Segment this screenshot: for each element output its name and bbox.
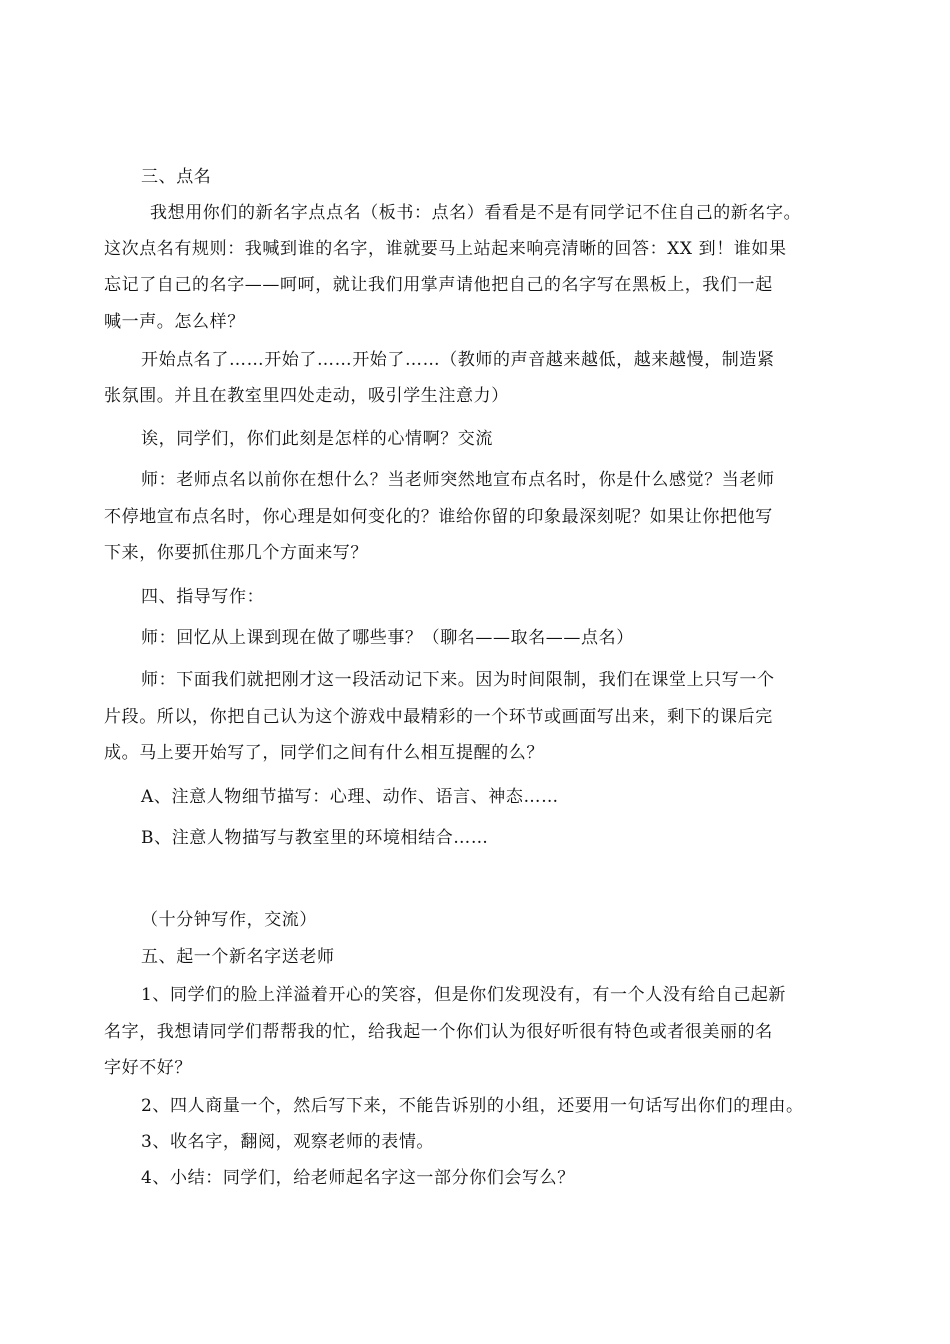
paragraph-line: 片段。所以，你把自己认为这个游戏中最精彩的一个环节或画面写出来，剩下的课后完 <box>104 707 773 727</box>
paragraph-line: 名字，我想请同学们帮帮我的忙，给我起一个你们认为很好听很有特色或者很美丽的名 <box>104 1022 773 1042</box>
paragraph-line: 师：老师点名以前你在想什么？当老师突然地宣布点名时，你是什么感觉？当老师 <box>141 470 775 490</box>
list-item: 3、收名字，翻阅，观察老师的表情。 <box>141 1132 435 1152</box>
section-4-heading: 四、指导写作： <box>141 587 265 607</box>
section-3-heading: 三、点名 <box>141 167 212 187</box>
paragraph-line: 忘记了自己的名字——呵呵，就让我们用掌声请他把自己的名字写在黑板上，我们一起 <box>104 275 773 295</box>
paragraph-line: 字好不好？ <box>104 1058 192 1078</box>
list-item: 4、小结：同学们，给老师起名字这一部分你们会写么？ <box>141 1168 575 1188</box>
section-5-heading: 五、起一个新名字送老师 <box>141 947 335 967</box>
paragraph-line: 张氛围。并且在教室里四处走动，吸引学生注意力） <box>104 386 509 406</box>
paragraph-line: 下来，你要抓住那几个方面来写？ <box>104 543 368 563</box>
paragraph-line: 成。马上要开始写了，同学们之间有什么相互提醒的么？ <box>104 743 544 763</box>
paragraph-line: 不停地宣布点名时，你心理是如何变化的？谁给你留的印象最深刻呢？如果让你把他写 <box>104 507 773 527</box>
paragraph-line: 诶，同学们，你们此刻是怎样的心情啊？交流 <box>141 429 493 449</box>
paragraph-line: 师：回忆从上课到现在做了哪些事？（聊名——取名——点名） <box>141 628 634 648</box>
paragraph-line: 师：下面我们就把刚才这一段活动记下来。因为时间限制，我们在课堂上只写一个 <box>141 670 775 690</box>
paragraph-line: 开始点名了……开始了……开始了……（教师的声音越来越低，越来越慢，制造紧 <box>141 350 775 370</box>
list-item: B、注意人物描写与教室里的环境相结合…… <box>141 828 489 848</box>
list-item: A、注意人物细节描写：心理、动作、语言、神态…… <box>141 787 559 807</box>
list-item: 2、四人商量一个，然后写下来，不能告诉别的小组，还要用一句话写出你们的理由。 <box>141 1096 804 1116</box>
paragraph-line: 这次点名有规则：我喊到谁的名字，谁就要马上站起来响亮清晰的回答：XX 到！谁如果 <box>104 239 787 259</box>
list-item: 1、同学们的脸上洋溢着开心的笑容，但是你们发现没有，有一个人没有给自己起新 <box>141 985 787 1005</box>
paragraph-line: 我想用你们的新名字点点名（板书：点名）看看是不是有同学记不住自己的新名字。 <box>150 203 802 223</box>
note-line: （十分钟写作，交流） <box>141 910 317 930</box>
paragraph-line: 喊一声。怎么样？ <box>104 312 245 332</box>
